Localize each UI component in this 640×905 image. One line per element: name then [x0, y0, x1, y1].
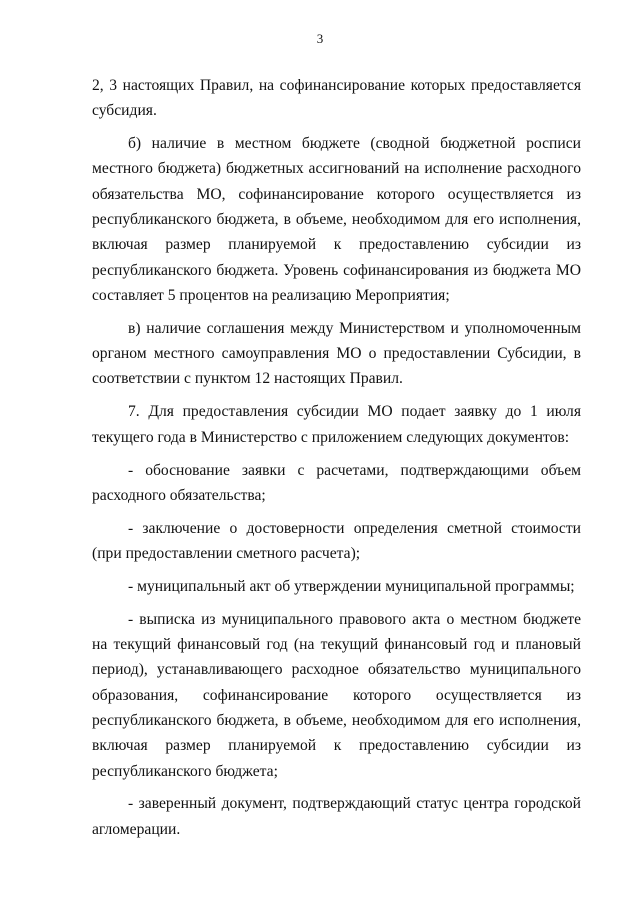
paragraph-item-v: в) наличие соглашения между Министерством и уполномоченным органом местного самоуправления МО о предоставлении Субсидии, в соответствии с пунктом 12 настоящих Правил. — [92, 319, 581, 388]
paragraph-continuation: 2, 3 настоящих Правил, на софинансирование которых предоставляется субсидия. — [92, 77, 581, 120]
list-item-budget-extract: - выписка из муниципального правового акта о местном бюджете на текущий финансовый год (на текущий финансовый год и плановый период), устанавливающего расходное обязательство муниципального образования, софинансирование которого осуществляется из республиканского бюджета, в объеме, необходимом для его исполнения, включая размер планируемой к предоставлению субсидии из республиканского бюджета; — [92, 610, 581, 780]
paragraph-item-7: 7. Для предоставления субсидии МО подает заявку до 1 июля текущего года в Министерство с приложением следующих документов: — [92, 403, 581, 446]
document-body — [92, 73, 581, 850]
paragraph-item-b: б) наличие в местном бюджете (сводной бюджетной росписи местного бюджета) бюджетных ассигнований на исполнение расходного обязательства МО, софинансирование которого осуществляется из республиканского бюджета, в объеме, необходимом для его исполнения, включая размер планируемой к предоставлению субсидии из республиканского бюджета. Уровень софинансирования из бюджета МО составляет 5 процентов на реализацию Мероприятия; — [92, 135, 581, 304]
list-item-agglomeration-status: - заверенный документ, подтверждающий статус центра городской агломерации. — [92, 795, 581, 838]
page-number: 3 — [316, 31, 324, 46]
list-item-estimate-conclusion: - заключение о достоверности определения сметной стоимости (при предоставлении сметного расчета); — [92, 519, 581, 563]
list-item-justification: - обоснование заявки с расчетами, подтверждающими объем расходного обязательства; — [92, 461, 581, 504]
list-item-municipal-act: - муниципальный акт об утверждении муниципальной программы; — [128, 577, 575, 595]
